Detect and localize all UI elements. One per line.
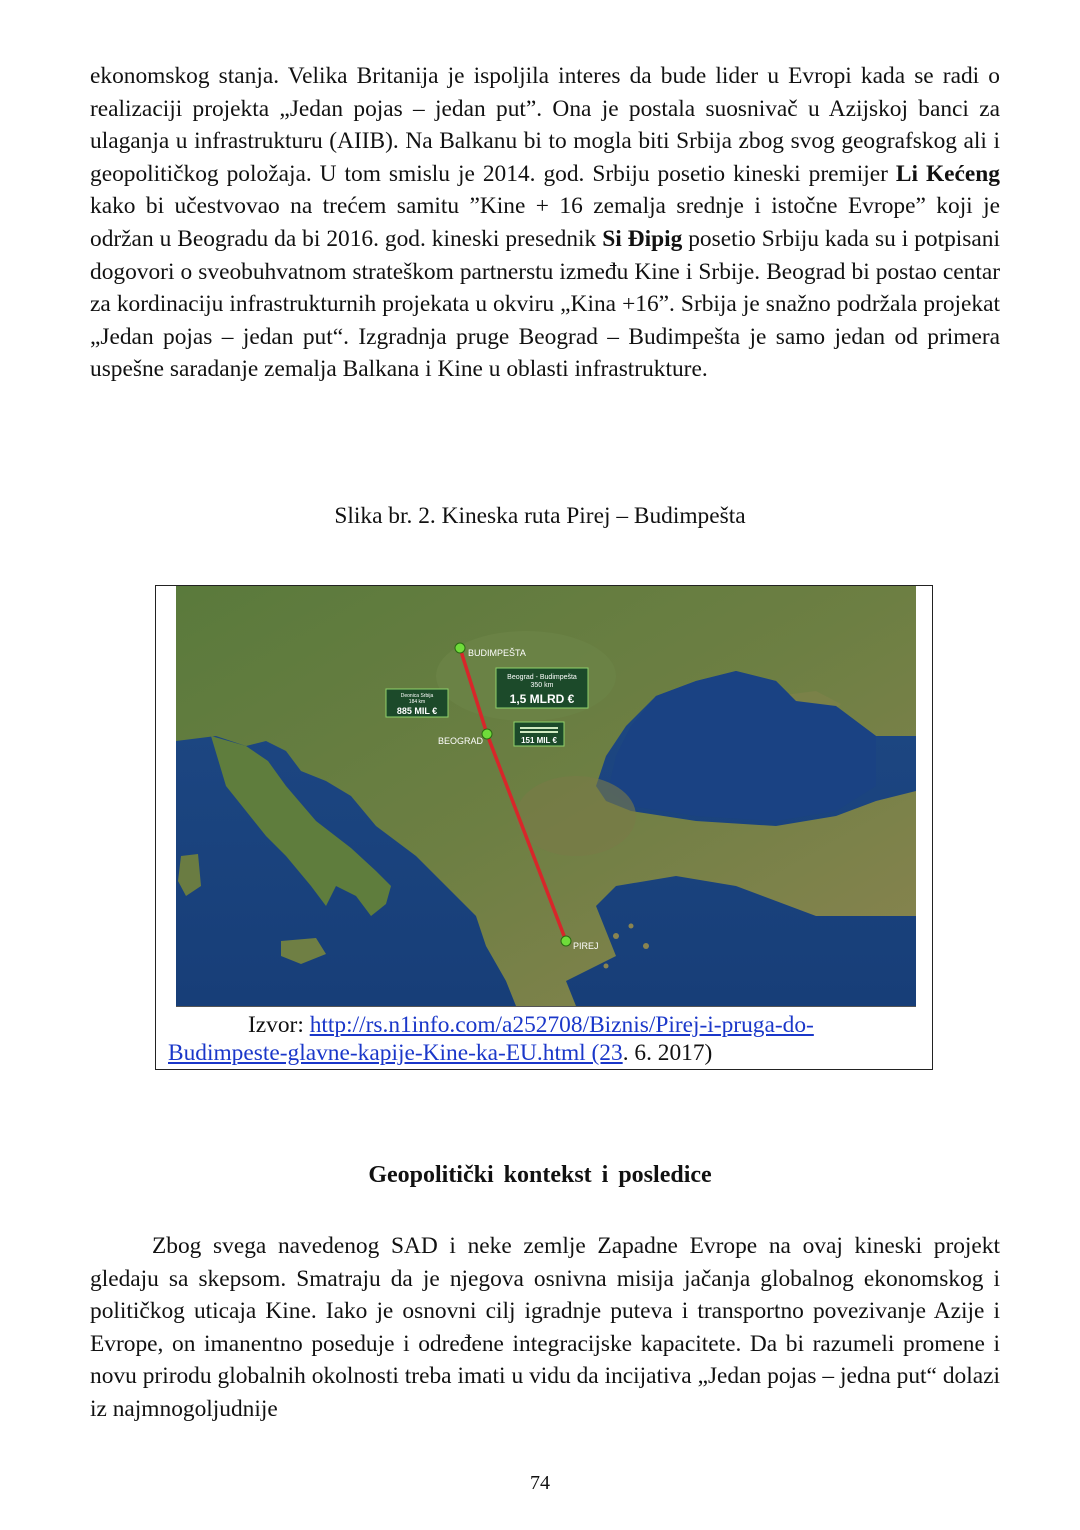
bold-name: Li Kećeng	[895, 160, 1000, 187]
pirej-marker	[561, 936, 571, 946]
body-paragraph-1	[90, 60, 1000, 386]
bold-name: Si Đipig	[602, 225, 683, 252]
source-suffix: . 6. 2017)	[622, 1040, 713, 1066]
svg-text:151 MIL €: 151 MIL €	[521, 736, 557, 745]
city-label-pirej: PIREJ	[573, 941, 599, 951]
figure-source	[168, 1011, 928, 1067]
svg-text:885 MIL €: 885 MIL €	[396, 706, 438, 716]
city-label-budimpesta: BUDIMPEŠTA	[468, 648, 526, 658]
paragraph-text: Zbog svega navedenog SAD i neke zemlje Zapadne Evrope na ovaj kineski projekt gledaju sa skepsom. Smatraju da je njegova osnivna misija jačanja globalnog ekonomskog i političkog uticaja Kine. Iako je osnovni cilj igradnje puteva i transportno povezivanje Azije i Evrope, on imanentno poseduje i određene integracijske kapacitete. Da bi razumeli promene i novu prirodu globalnih okolnosti treba imati u vidu da incijativa „Jedan pojas – jedna put“ dolazi iz najmnogoljudnije	[90, 1233, 1000, 1422]
svg-text:1,5 MLRD €: 1,5 MLRD €	[509, 692, 575, 706]
paragraph-text: ekonomskog stanja. Velika Britanija je ispoljila interes da bude lider u Evropi kada se radi o realizaciji projekta „Jedan pojas – jedan put”. Ona je postala suosnivač u Azijskoj banci za ulaganja u infrastrukturu (AIIB). Na Balkanu bi to mogla biti Srbija zbog svog geografskog ali i geopolitičkog položaja. U tom smislu je 2014. god. Srbiju posetio kineski premijer	[90, 63, 1000, 187]
budimpesta-marker	[455, 643, 465, 653]
source-prefix: Izvor:	[248, 1012, 310, 1038]
source-link[interactable]: http://rs.n1info.com/a252708/Biznis/Pirej-i-pruga-do-Budimpeste-glavne-kapije-Kine-ka-EU.html (23	[168, 1012, 814, 1066]
cost-box-serbia-section	[386, 689, 448, 717]
svg-text:350 km: 350 km	[530, 682, 554, 689]
svg-text:Deonica Srbija: Deonica Srbija	[400, 693, 434, 699]
cost-box-beograd-budimpesta	[496, 668, 588, 708]
figure-frame	[155, 585, 933, 1070]
city-label-beograd: BEOGRAD	[438, 736, 484, 746]
body-paragraph-2	[90, 1230, 1000, 1426]
section-heading: Geopolitički kontekst i posledice	[368, 1162, 712, 1188]
satellite-map-image	[176, 586, 916, 1006]
svg-text:184 km: 184 km	[408, 699, 426, 705]
cost-box-small	[514, 722, 564, 746]
svg-text:Beograd - Budimpešta: Beograd - Budimpešta	[507, 674, 577, 681]
route-map	[176, 586, 916, 1007]
beograd-marker	[482, 729, 492, 739]
figure-caption: Slika br. 2. Kineska ruta Pirej – Budimpešta	[334, 503, 746, 529]
page-number: 74	[530, 1472, 550, 1494]
paragraph-text: kako bi učestvovao na trećem samitu ”Kine + 16 zemalja srednje i istočne Evrope” koji je održan u Beogradu da bi 2016. god. kineski presednik	[90, 193, 1000, 252]
paragraph-text: posetio Srbiju kada su i potpisani dogovori o sveobuhvatnom strateškom partnerstu između Kine i Srbije. Beograd bi postao centar za kordinaciju infrastrukturnih projekata u okviru „Kina +16”. Srbija je snažno podržala projekat „Jedan pojas – jedan put“. Izgradnja pruge Beograd – Budimpešta je samo jedan od primera uspešne saradanje zemalja Balkana i Kine u oblasti infrastrukture.	[90, 225, 1000, 383]
